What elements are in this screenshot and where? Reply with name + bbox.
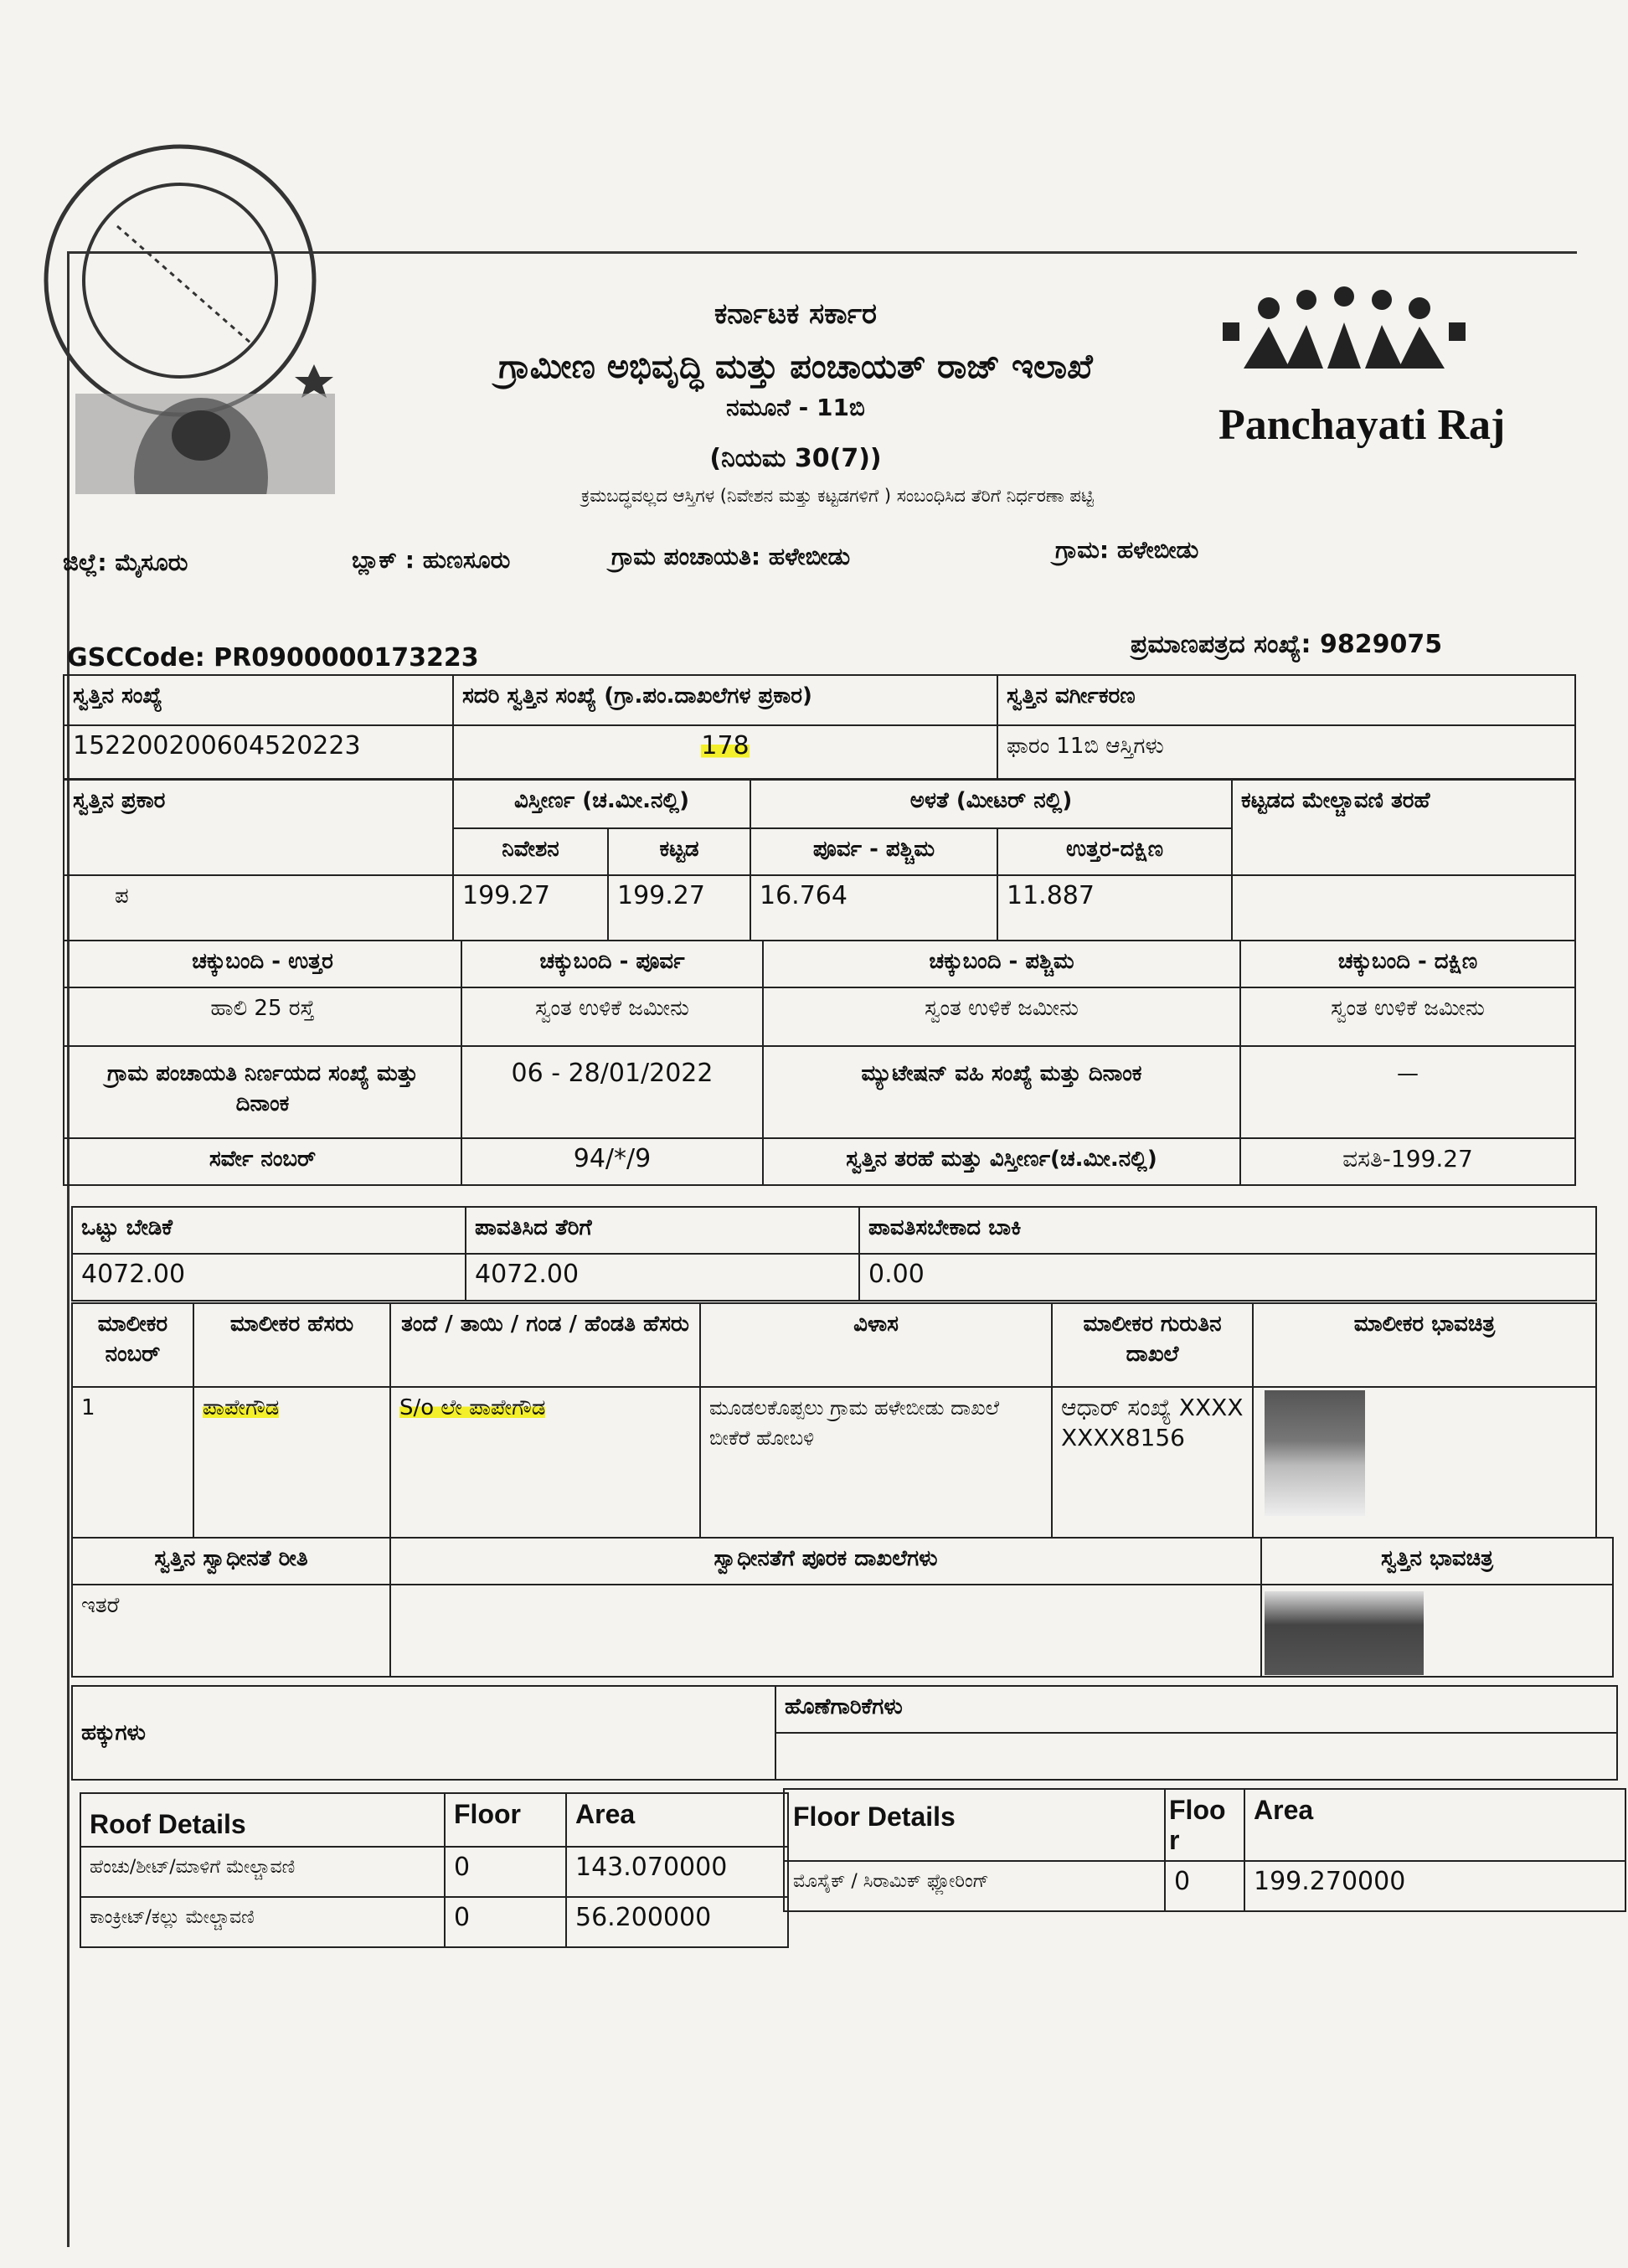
boundary-west-value: ಸ್ವಂತ ಉಳಿಕೆ ಜಮೀನು bbox=[763, 987, 1240, 1046]
total-demand-value: 4072.00 bbox=[72, 1254, 466, 1301]
mutation-label: ಮ್ಯುಟೇಷನ್ ವಹಿ ಸಂಖ್ಯೆ ಮತ್ತು ದಿನಾಂಕ bbox=[763, 1046, 1240, 1138]
east-west-value: 16.764 bbox=[750, 875, 997, 941]
owner-address: ಮೂಡಲಕೊಪ್ಪಲು ಗ್ರಾಮ ಹಳೇಬೀಡು ದಾಖಲೆ ಬೀಕೆರೆ ಹೋಬಳಿ bbox=[700, 1387, 1052, 1538]
site-area-value: 199.27 bbox=[453, 875, 608, 941]
ownership-mode-label: ಸ್ವತ್ತಿನ ಸ್ವಾಧೀನತೆ ರೀತಿ bbox=[72, 1538, 390, 1585]
form-name: ನಮೂನೆ - 11ಬಿ bbox=[726, 394, 865, 421]
owner-relation: S/o ಲೇ ಪಾಪೇಗೌಡ bbox=[399, 1395, 546, 1420]
property-class-label: ಸ್ವತ್ತಿನ ವರ್ಗೀಕರಣ bbox=[997, 675, 1575, 725]
panchayat-seal-stamp bbox=[25, 126, 343, 494]
property-type-area-label: ಸ್ವತ್ತಿನ ತರಹೆ ಮತ್ತು ವಿಸ್ತೀರ್ಣ(ಚ.ಮೀ.ನಲ್ಲಿ) bbox=[763, 1138, 1240, 1185]
certificate-number: ಪ್ರಮಾಣಪತ್ರದ ಸಂಖ್ಯೆ: 9829075 bbox=[1131, 630, 1443, 659]
balance-label: ಪಾವತಿಸಬೇಕಾದ ಬಾಕಿ bbox=[859, 1207, 1596, 1254]
taluk: ಬ್ಲಾಕ್ : ಹುಣಸೂರು bbox=[352, 546, 511, 574]
owner-name: ಪಾಪೇಗೌಡ bbox=[203, 1395, 280, 1420]
property-type-area-value: ವಸತಿ-199.27 bbox=[1240, 1138, 1575, 1185]
property-number-cell bbox=[453, 725, 997, 779]
roof-area-header: Area bbox=[566, 1793, 788, 1847]
property-number-value: 178 bbox=[701, 731, 750, 760]
building-area-value: 199.27 bbox=[608, 875, 750, 941]
owner-relation-cell bbox=[390, 1387, 700, 1538]
area-label: ವಿಸ್ತೀರ್ಣ (ಚ.ಮೀ.ನಲ್ಲಿ) bbox=[453, 780, 750, 828]
roof-type-cell: ಹೆಂಚು/ಶೀಟ್/ಮಾಳಿಗೆ ಮೇಲ್ಚಾವಣಿ bbox=[80, 1847, 445, 1897]
document-subtitle: ಕ್ರಮಬದ್ಧವಲ್ಲದ ಆಸ್ತಿಗಳ (ನಿವೇಶನ ಮತ್ತು ಕಟ್ಟಡಗಳಿಗೆ ) ಸಂಬಂಧಿಸಿದ ತೆರಿಗೆ ನಿರ್ಧರಣಾ ಪಟ್ಟಿ bbox=[580, 486, 1095, 506]
boundary-east-label: ಚಕ್ಕುಬಂದಿ - ಪೂರ್ವ bbox=[461, 941, 763, 987]
floor-details-table bbox=[783, 1788, 1626, 1912]
boundary-south-value: ಸ್ವಂತ ಉಳಿಕೆ ಜಮೀನು bbox=[1240, 987, 1575, 1046]
owner-name-cell bbox=[193, 1387, 390, 1538]
roof-floor-header: Floor bbox=[445, 1793, 566, 1847]
property-id-label: ಸ್ವತ್ತಿನ ಸಂಖ್ಯೆ bbox=[64, 675, 453, 725]
floor-area-header: Area bbox=[1244, 1789, 1625, 1861]
boundary-south-label: ಚಕ್ಕುಬಂದಿ - ದಕ್ಷಿಣ bbox=[1240, 941, 1575, 987]
north-south-value: 11.887 bbox=[997, 875, 1232, 941]
owner-number: 1 bbox=[72, 1387, 193, 1538]
survey-number-value: 94/*/9 bbox=[461, 1138, 763, 1185]
ownership-docs-value bbox=[390, 1585, 1261, 1677]
east-west-label: ಪೂರ್ವ - ಪಶ್ಚಿಮ bbox=[750, 828, 997, 875]
owners-table bbox=[71, 1302, 1597, 1539]
boundary-west-label: ಚಕ್ಕುಬಂದಿ - ಪಶ್ಚಿಮ bbox=[763, 941, 1240, 987]
owner-id-header: ಮಾಲೀಕರ ಗುರುತಿನ ದಾಖಲೆ bbox=[1052, 1303, 1253, 1387]
roof-details-header: Roof Details bbox=[80, 1793, 445, 1847]
owner-photo bbox=[1265, 1390, 1365, 1516]
mutation-value: — bbox=[1240, 1046, 1575, 1138]
survey-number-label: ಸರ್ವೇ ನಂಬರ್ bbox=[64, 1138, 461, 1185]
owner-id-document: ಆಧಾರ್ ಸಂಖ್ಯೆ XXXXXXXX8156 bbox=[1052, 1387, 1253, 1538]
panchayati-raj-logo-text: Panchayati Raj bbox=[1218, 401, 1506, 449]
table-row bbox=[784, 1861, 1625, 1911]
roof-type-cell: ಕಾಂಕ್ರೀಟ್/ಕಲ್ಲು ಮೇಲ್ಚಾವಣಿ bbox=[80, 1897, 445, 1947]
floor-details-header: Floor Details bbox=[784, 1789, 1165, 1861]
boundaries-table bbox=[63, 940, 1576, 1186]
balance-value: 0.00 bbox=[859, 1254, 1596, 1301]
site-label: ನಿವೇಶನ bbox=[453, 828, 608, 875]
ownership-mode-value: ಇತರೆ bbox=[72, 1585, 390, 1677]
resolution-label: ಗ್ರಾಮ ಪಂಚಾಯತಿ ನಿರ್ಣಯದ ಸಂಖ್ಯೆ ಮತ್ತು ದಿನಾಂಕ bbox=[64, 1046, 461, 1138]
roof-details-table bbox=[80, 1792, 789, 1948]
village: ಗ್ರಾಮ: ಹಳೇಬೀಡು bbox=[1055, 536, 1199, 564]
gsc-code: GSCCode: PR0900000173223 bbox=[67, 643, 479, 673]
property-number-label: ಸದರಿ ಸ್ವತ್ತಿನ ಸಂಖ್ಯೆ (ಗ್ರಾ.ಪಂ.ದಾಖಲೆಗಳ ಪ್ರಕಾರ) bbox=[453, 675, 997, 725]
owner-address-header: ವಿಳಾಸ bbox=[700, 1303, 1052, 1387]
owner-photo-header: ಮಾಲೀಕರ ಭಾವಚಿತ್ರ bbox=[1253, 1303, 1596, 1387]
table-row bbox=[80, 1897, 788, 1947]
floor-area-cell: 199.270000 bbox=[1244, 1861, 1625, 1911]
resolution-value: 06 - 28/01/2022 bbox=[461, 1046, 763, 1138]
govt-heading: ಕರ್ನಾಟಕ ಸರ್ಕಾರ bbox=[714, 297, 878, 331]
property-id-table bbox=[63, 674, 1576, 780]
owner-name-header: ಮಾಲೀಕರ ಹೆಸರು bbox=[193, 1303, 390, 1387]
boundary-east-value: ಸ್ವಂತ ಉಳಿಕೆ ಜಮೀನು bbox=[461, 987, 763, 1046]
gram-panchayat: ಗ್ರಾಮ ಪಂಚಾಯತಿ: ಹಳೇಬೀಡು bbox=[611, 543, 851, 570]
property-id-value: 152200200604520223 bbox=[64, 725, 453, 779]
roof-type-value bbox=[1232, 875, 1575, 941]
property-type-value: ಪ bbox=[64, 875, 453, 941]
liabilities-label: ಹೊಣೆಗಾರಿಕೆಗಳು bbox=[775, 1686, 1617, 1733]
ownership-docs-label: ಸ್ವಾಧೀನತೆಗೆ ಪೂರಕ ದಾಖಲೆಗಳು bbox=[390, 1538, 1261, 1585]
roof-area-cell: 56.200000 bbox=[566, 1897, 788, 1947]
property-measurement-table bbox=[63, 779, 1576, 941]
owner-relation-header: ತಂದೆ / ತಾಯಿ / ಗಂಡ / ಹೆಂಡತಿ ಹೆಸರು bbox=[390, 1303, 700, 1387]
roof-floor-cell: 0 bbox=[445, 1897, 566, 1947]
rights-label: ಹಕ್ಕುಗಳು bbox=[72, 1686, 775, 1780]
property-photo-label: ಸ್ವತ್ತಿನ ಭಾವಚಿತ್ರ bbox=[1261, 1538, 1613, 1585]
boundary-north-label: ಚಕ್ಕುಬಂದಿ - ಉತ್ತರ bbox=[64, 941, 461, 987]
liabilities-value bbox=[775, 1733, 1617, 1780]
panchayati-raj-logo-icon bbox=[1206, 285, 1482, 385]
floor-floor-header: Floor bbox=[1165, 1789, 1244, 1861]
property-class-value: ಫಾರಂ 11ಬಿ ಆಸ್ತಿಗಳು bbox=[997, 725, 1575, 779]
table-row bbox=[72, 1387, 1596, 1538]
tax-paid-value: 4072.00 bbox=[466, 1254, 859, 1301]
boundary-north-value: ಹಾಲಿ 25 ರಸ್ತೆ bbox=[64, 987, 461, 1046]
roof-floor-cell: 0 bbox=[445, 1847, 566, 1897]
department-heading: ಗ್ರಾಮೀಣ ಅಭಿವೃದ್ಧಿ ಮತ್ತು ಪಂಚಾಯತ್ ರಾಜ್ ಇಲಾಖೆ bbox=[498, 348, 1093, 386]
rule-reference: (ನಿಯಮ 30(7)) bbox=[709, 444, 882, 473]
total-demand-label: ಒಟ್ಟು ಬೇಡಿಕೆ bbox=[72, 1207, 466, 1254]
roof-area-cell: 143.070000 bbox=[566, 1847, 788, 1897]
tax-table bbox=[71, 1206, 1597, 1302]
roof-type-label: ಕಟ್ಟಡದ ಮೇಲ್ಚಾವಣಿ ತರಹೆ bbox=[1232, 780, 1575, 875]
floor-floor-cell: 0 bbox=[1165, 1861, 1244, 1911]
measurement-label: ಅಳತೆ (ಮೀಟರ್ ನಲ್ಲಿ) bbox=[750, 780, 1232, 828]
north-south-label: ಉತ್ತರ-ದಕ್ಷಿಣ bbox=[997, 828, 1232, 875]
floor-type-cell: ಮೊಸೈಕ್ / ಸಿರಾಮಿಕ್ ಫ್ಲೋರಿಂಗ್ bbox=[784, 1861, 1165, 1911]
owner-number-header: ಮಾಲೀಕರ ನಂಬರ್ bbox=[72, 1303, 193, 1387]
property-photo bbox=[1265, 1591, 1424, 1675]
property-type-label: ಸ್ವತ್ತಿನ ಪ್ರಕಾರ bbox=[64, 780, 453, 875]
rights-table bbox=[71, 1685, 1618, 1781]
building-label: ಕಟ್ಟಡ bbox=[608, 828, 750, 875]
table-row bbox=[80, 1847, 788, 1897]
tax-paid-label: ಪಾವತಿಸಿದ ತೆರಿಗೆ bbox=[466, 1207, 859, 1254]
district: ಜಿಲ್ಲೆ: ಮೈಸೂರು bbox=[63, 549, 188, 576]
